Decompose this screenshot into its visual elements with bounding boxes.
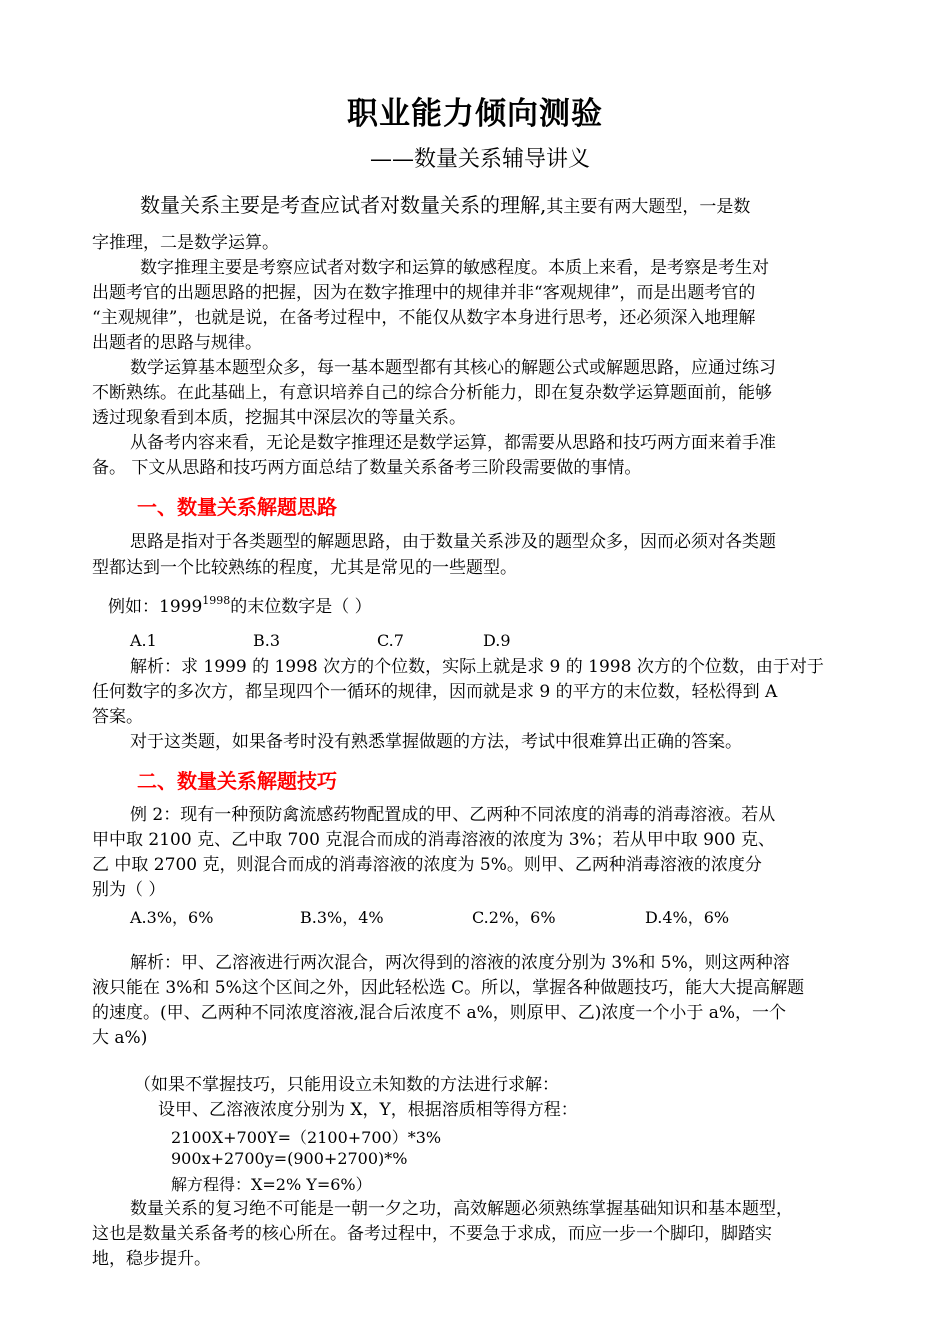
intro-p2-line3: “主观规律”，也就是说，在备考过程中，不能仅从数字本身进行思考，还必须深入地理解 xyxy=(92,308,756,328)
section1-option-b: B.3 xyxy=(253,631,281,650)
conclusion-line3: 地，稳步提升。 xyxy=(92,1249,211,1269)
section1-p1-line2: 型都达到一个比较熟练的程度，尤其是常见的一些题型。 xyxy=(92,558,517,578)
section1-analysis-line2: 任何数字的多次方，都呈现四个一循环的规律，因而就是求 9 的平方的末位数，轻松得到 A xyxy=(92,682,778,702)
intro-p3-line1: 数学运算基本题型众多，每一基本题型都有其核心的解题公式或解题思路，应通过练习 xyxy=(130,358,776,378)
intro-p2-line4: 出题者的思路与规律。 xyxy=(92,333,262,353)
section2-example-line4: 别为（ ） xyxy=(92,880,166,900)
intro-p1-big: 数量关系主要是考查应试者对数量关系的理解, xyxy=(140,193,547,217)
section2-option-a: A.3%，6% xyxy=(130,908,214,927)
section2-heading: 二、数量关系解题技巧 xyxy=(137,769,337,793)
section1-heading: 一、数量关系解题思路 xyxy=(137,495,337,519)
intro-p1-line2: 字推理，二是数学运算。 xyxy=(92,233,279,253)
intro-p4-line2: 备。 下文从思路和技巧两方面总结了数量关系备考三阶段需要做的事情。 xyxy=(92,458,642,478)
intro-p1-line1 xyxy=(140,194,750,218)
document-title: 职业能力倾向测验 xyxy=(347,96,603,132)
conclusion-line1: 数量关系的复习绝不可能是一朝一夕之功，高效解题必须熟练掌握基础知识和基本题型， xyxy=(130,1199,793,1219)
example-exponent: 1998 xyxy=(202,594,231,607)
section2-analysis-line3: 的速度。(甲、乙两种不同浓度溶液,混合后浓度不 a%，则原甲、乙)浓度一个小于 a%，一个 xyxy=(92,1003,787,1023)
section2-option-d: D.4%，6% xyxy=(645,908,730,927)
conclusion-line2: 这也是数量关系备考的核心所在。备考过程中，不要急于求成，而应一步一个脚印，脚踏实 xyxy=(92,1224,772,1244)
section1-option-c: C.7 xyxy=(377,631,404,650)
section2-analysis-line4: 大 a%) xyxy=(92,1028,148,1048)
section1-p1-line1: 思路是指对于各类题型的解题思路，由于数量关系涉及的题型众多，因而必须对各类题 xyxy=(130,532,776,552)
equation-1: 2100X+700Y=（2100+700）*3% xyxy=(171,1128,442,1147)
section2-alternative-line1: （如果不掌握技巧，只能用设立未知数的方法进行求解： xyxy=(134,1075,559,1095)
section2-analysis-line1: 解析：甲、乙溶液进行两次混合，两次得到的溶液的浓度分别为 3%和 5%，则这两种溶 xyxy=(130,953,790,973)
intro-p2-line1: 数字推理主要是考察应试者对数字和运算的敏感程度。本质上来看，是考察是考生对 xyxy=(140,258,769,278)
intro-p1-rest: 其主要有两大题型，一是数 xyxy=(546,197,751,217)
intro-p3-line2: 不断熟练。在此基础上，有意识培养自己的综合分析能力，即在复杂数学运算题面前，能够 xyxy=(92,383,772,403)
document-subtitle: ——数量关系辅导讲义 xyxy=(369,147,590,172)
equation-solution: 解方程得：X=2% Y=6%） xyxy=(171,1175,372,1194)
intro-p4-line1: 从备考内容来看，无论是数字推理还是数学运算，都需要从思路和技巧两方面来着手准 xyxy=(130,433,776,453)
section1-analysis-line3: 答案。 xyxy=(92,707,143,727)
section2-alternative-line2: 设甲、乙溶液浓度分别为 X，Y，根据溶质相等得方程： xyxy=(158,1100,578,1120)
section1-option-d: D.9 xyxy=(483,631,511,650)
section1-example xyxy=(108,596,372,618)
section2-example-line1: 例 2：现有一种预防禽流感药物配置成的甲、乙两种不同浓度的消毒的消毒溶液。若从 xyxy=(130,805,776,825)
section2-example-line3: 乙 中取 2700 克，则混合而成的消毒溶液的浓度为 5%。则甲、乙两种消毒溶液的浓度分 xyxy=(92,855,762,875)
section1-analysis-line1: 解析：求 1999 的 1998 次方的个位数，实际上就是求 9 的 1998 次方的个位数，由于对于 xyxy=(130,657,824,677)
example-prefix: 例如：1999 xyxy=(108,597,203,617)
intro-p2-line2: 出题考官的出题思路的把握，因为在数字推理中的规律并非“客观规律”，而是出题考官的 xyxy=(92,283,756,303)
section2-option-b: B.3%，4% xyxy=(300,908,384,927)
section1-note: 对于这类题，如果备考时没有熟悉掌握做题的方法，考试中很难算出正确的答案。 xyxy=(130,732,742,752)
section2-analysis-line2: 液只能在 3%和 5%这个区间之外，因此轻松选 C。所以，掌握各种做题技巧，能大大提高解题 xyxy=(92,978,805,998)
example-suffix: 的末位数字是（ ） xyxy=(230,597,372,617)
section1-option-a: A.1 xyxy=(130,631,157,650)
intro-p3-line3: 透过现象看到本质，挖掘其中深层次的等量关系。 xyxy=(92,408,466,428)
equation-2: 900x+2700y=(900+2700)*% xyxy=(171,1149,408,1168)
section2-option-c: C.2%，6% xyxy=(472,908,556,927)
section2-example-line2: 甲中取 2100 克、乙中取 700 克混合而成的消毒溶液的浓度为 3%；若从甲中取 900 克、 xyxy=(92,830,775,850)
